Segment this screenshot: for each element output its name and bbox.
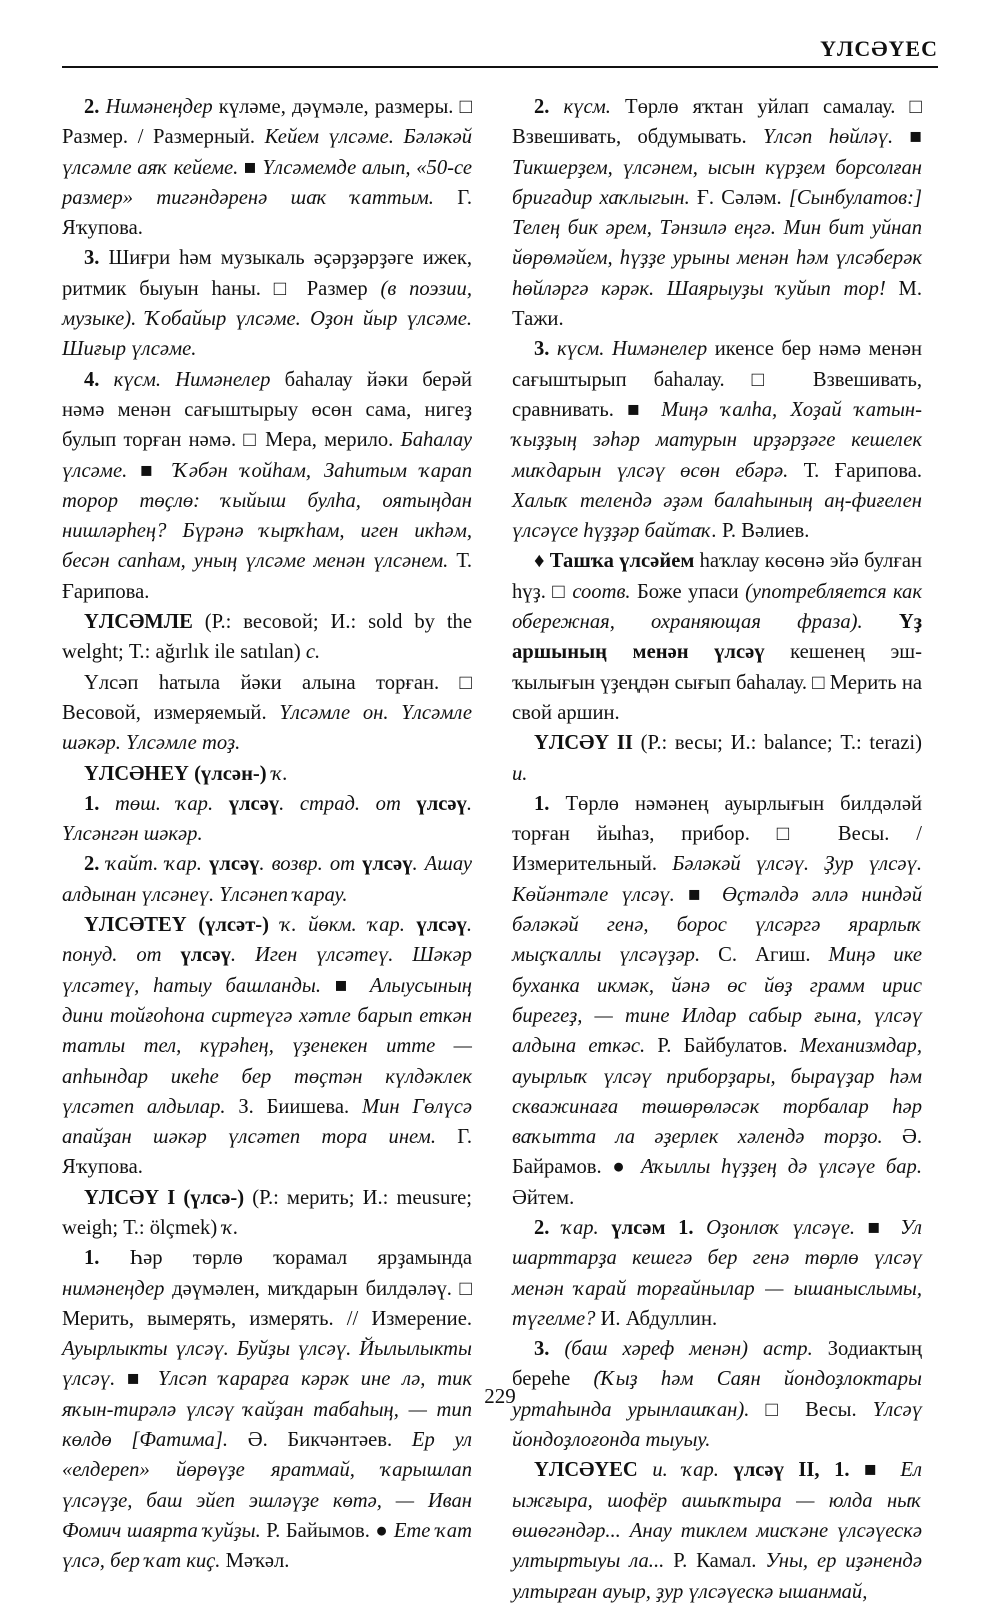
entry-text: баһалау йәки берәй нәмә менән сағыштырыу өсөн сама, нигеҙ булып торған нәмә. □ Мера, мерило. <box>62 368 472 452</box>
entry-text: ҮЛСӘМЛЕ <box>84 611 193 634</box>
left-column <box>62 92 472 1577</box>
entry-text: дәүмәлен, миҡдарын билдәләү. □ Мерить, вымерять, измерять. // Измерение. <box>62 1277 472 1330</box>
entry-paragraph <box>512 789 922 1213</box>
entry-text: . страд. от <box>279 792 417 815</box>
entry-text <box>638 1459 653 1481</box>
entry-text: 2. <box>84 96 106 118</box>
entry-text: ҮЛСӘҮ II <box>534 732 633 755</box>
entry-text: Алыусының дини тойғоһона сиртеүгә хәтле барып еткән татлы тел, күрәһең, үҙенекен итте — апһындар икеһе бер төҫтән күлдәклек үлсәтеп алдылар. <box>62 974 472 1118</box>
entry-text: 2. <box>534 96 564 118</box>
entry-text: . понуд. от <box>62 914 472 967</box>
entry-text: Оҙонлоҡ үлсәүе. <box>693 1216 868 1239</box>
entry-text: Ел ыжғыра, шофёр ашыҡтыра — юлда ныҡ өшөгәндәр... Анау тиклем мисҡәне үлсәүескә ултыртыуы ла... <box>512 1459 922 1573</box>
entry-paragraph <box>62 607 472 668</box>
entry-paragraph <box>512 334 922 546</box>
entry-text: Үлсәү йондоҙлоғонда тыуыу. <box>512 1398 922 1452</box>
entry-text: үлсәү <box>416 792 467 815</box>
entry-text: М. Тажи. <box>512 277 922 331</box>
entry-paragraph <box>512 1455 922 1606</box>
entry-text: Үлсәп һөйләү. <box>763 126 910 149</box>
entry-text: үлсәү <box>208 853 260 876</box>
entry-text: . Ашау алдынан үлсәнеү. Үлсәнеп ҡарау. <box>62 853 473 906</box>
entry-text: Тикшерҙем, үлсәнем, ысын күрҙем борсолған бригадир хаҡлыгын. <box>512 156 922 209</box>
entry-text: үлсәү <box>180 944 231 967</box>
entry-text: икенсе бер нәмә менән сағыштырып баһалау. □ Взвешивать, сравнивать. ■ <box>512 338 922 421</box>
entry-paragraph <box>62 849 472 910</box>
entry-text: Р. Байбулатов. <box>645 1035 800 1058</box>
entry-text: ҡ. <box>271 762 288 785</box>
entry-text: Ә. Байрамов. ● <box>512 1126 922 1179</box>
entry-paragraph <box>62 789 472 850</box>
entry-paragraph <box>62 243 472 364</box>
entry-text: С. Агиш. <box>700 944 829 967</box>
entry-text: З. Биишева. <box>225 1095 362 1118</box>
entry-text: ҡ. <box>222 1216 239 1239</box>
entry-text: Халыҡ телендә әҙәм балаһының аң-фиғелен үлсәүсе һүҙҙәр байтаҡ. <box>512 489 922 543</box>
entry-text: Зодиактың береһе <box>512 1338 922 1391</box>
entry-text: Ул шарттарҙа кешегә бер генә төрлө үлсәү менән ҡарай торғайнылар — ышаныслымы, түгелме? <box>512 1216 922 1330</box>
entry-text: Үлсәп ҡарарға кәрәк ине лә, тик яҡын-тирәлә үлсәү ҡайҙан табаһың, — тип көлдө [Фатима]. <box>62 1368 473 1452</box>
entry-paragraph <box>512 1213 922 1334</box>
entry-text: Миңә ике буханка икмәк, йәнә өс йөҙ грамм ирис бирегеҙ, — тине Илдар сабыр ғына, үлсәү алдына еткәс. <box>512 944 922 1058</box>
entry-text: Г. Яҡупова. <box>62 1126 472 1179</box>
entry-text: ҮЛСӘНЕҮ (үлсән-) <box>84 762 267 785</box>
entry-text: 3. <box>534 338 558 361</box>
entry-text: 2. <box>534 1216 563 1239</box>
entry-text: ■ <box>127 1368 158 1391</box>
entry-text: Ҡәбән ҡойһам, Заһитым ҡарап торор төҫлө: ҡыйыш булһа, оятыңдан нишләрһең? Бүрәнә ҡырҡһам, иген икһәм, бесән сапһам, уның үлсәме менән үлсәнем. <box>62 459 472 573</box>
entry-text: (Р.: мерить; И.: meusure; weigh; Т.: ölçmek) <box>62 1186 472 1239</box>
entry-text: Өҫтәлдә әллә ниндәй бәләкәй генә, борос үлсәргә ярарлыҡ мыҫҡаллы үлсәүҙәр. <box>512 883 922 967</box>
entry-text: төш. ҡар. <box>115 792 229 815</box>
entry-text: Һәр төрлө ҡорамал ярҙамында <box>129 1247 473 1270</box>
entry-text: ■ <box>867 1216 901 1239</box>
entry-text: Ер ул «елдереп» йөрөүҙе яратмай, ҡарышлап үлсәүҙе, баш эйеп эшләүҙе көтә, — Иван Фомич шаярта ҡуйҙы. <box>62 1429 473 1542</box>
entry-text: Төрлө нәмәнең ауырлығын билдәләй торған йыһаз, прибор. □ Весы. / Измерительный. <box>512 792 922 876</box>
entry-text: ҡар. <box>562 1216 612 1239</box>
entry-paragraph <box>512 92 922 334</box>
entry-text: (употребляется как обережная, охраняющая фраза). <box>512 580 922 634</box>
entry-text: кешенең эш-ҡылығын үҙеңдән сығып баһалау. □ Мерить на свой аршин. <box>512 641 922 724</box>
running-head: ҮЛСӘҮЕС <box>820 36 938 61</box>
entry-text: и. ҡар. <box>652 1459 734 1482</box>
entry-text: и. <box>512 762 528 785</box>
entry-text: 3. <box>534 1338 565 1361</box>
entry-paragraph <box>62 92 472 243</box>
entry-text: үлсәү <box>228 792 280 815</box>
entry-text: үлсәм 1. <box>611 1216 694 1239</box>
entry-paragraph <box>62 759 472 789</box>
entry-text: Әйтем. <box>512 1186 575 1209</box>
page-header <box>62 28 938 68</box>
entry-text: күләме, дәүмәле, размеры. □ Размер. / Размерный. <box>62 96 473 149</box>
entry-text: ■ <box>688 883 723 906</box>
entry-text: ҮЛСӘҮЕС <box>534 1459 638 1482</box>
entry-text: 1. <box>534 792 566 815</box>
entry-text <box>269 914 281 936</box>
entry-text: . Иген үлсәтеү. Шәкәр үлсәтеү, һатыу башланды. <box>62 944 472 997</box>
entry-text: Мин Гөлүсә апайҙан шәкәр үлсәтеп тора инем. <box>62 1095 472 1149</box>
entry-text: ■ <box>334 974 370 997</box>
entry-text: . Үлсәнгән шәкәр. <box>62 792 473 846</box>
entry-text: (в поэзии, музыке). Ҡобайыр үлсәме. Оҙон йыр үлсәме. Шиғыр үлсәме. <box>62 277 473 361</box>
entry-text: с. <box>305 641 321 664</box>
entry-text: ■ <box>140 459 174 482</box>
entry-text: Аҡыллы һүҙҙең дә үлсәүе бар. <box>641 1156 922 1179</box>
entry-text: Шиғри һәм музыкаль әҫәрҙәрҙәге ижек, ритмик быуын һаны. □ Размер <box>62 247 473 300</box>
entry-text: Т. Ғарипова. <box>788 459 922 482</box>
entry-paragraph <box>512 728 922 789</box>
entry-text: ҮЛСӘТЕҮ (үлсәт-) <box>84 914 270 937</box>
entry-text: ■ <box>849 1459 901 1482</box>
entry-text: Р. Байымов. ● <box>260 1519 394 1542</box>
entry-text: үлсәү <box>416 914 467 937</box>
entry-text: 2. <box>84 853 107 876</box>
entry-text: (Ҡыҙ һәм Саян йондоҙлоктары уртаһында урынлашҡан). <box>512 1368 922 1421</box>
entry-paragraph <box>62 910 472 1183</box>
entry-text: соотв. <box>572 580 631 603</box>
entry-text: Ташҡа үлсәйем <box>549 550 695 573</box>
entry-text: Миңә ҡалһа, Хоҙай ҡатын-ҡыҙҙың зәһәр матурын ирҙәрҙәге кешелек миҡдарын үлсәү өсөн ебәрә. <box>512 398 922 482</box>
entry-text: Бәләкәй үлсәү. Ҙур үлсәү. Көйәнтәле үлсәү. <box>512 853 922 906</box>
entry-text: күсм. Нимәнелер <box>113 368 271 391</box>
entry-text: Ете ҡат үлсә, бер ҡат киҫ. <box>62 1519 472 1573</box>
entry-text: (баш хәреф менән) астр. <box>564 1338 813 1361</box>
entry-text: үлсәү II, 1. <box>733 1459 850 1482</box>
entry-text: ҮЛСӘҮ I (үлсә-) <box>84 1186 245 1209</box>
entry-text: Боже упаси <box>630 580 746 603</box>
entry-text: 4. <box>84 368 114 391</box>
right-column <box>512 92 922 1607</box>
entry-text: И. Абдуллин. <box>595 1307 718 1330</box>
entry-text: Т. Ғарипова. <box>62 550 472 603</box>
entry-text: Үлсәп һатыла йәки алына торған. □ Весовой, измеряемый. <box>62 671 472 724</box>
entry-text: Кейем үлсәме. Бәләкәй үлсәмле аяҡ кейеме. <box>62 126 473 179</box>
entry-text: күсм. Нимәнелер <box>557 338 708 361</box>
entry-text: Үҙ аршының менән үлсәү <box>512 611 922 664</box>
entry-text: ҡайт. ҡар. <box>106 853 209 876</box>
entry-paragraph <box>62 1243 472 1576</box>
entry-text: (Р.: весовой; И.: sold by the welght; Т.: ağırlık ile satılan) <box>62 611 472 664</box>
entry-paragraph <box>512 546 922 728</box>
entry-text: . возвр. от <box>259 853 363 876</box>
entry-text: □ Весы. <box>749 1398 873 1421</box>
entry-text: 1. <box>84 792 116 815</box>
entry-text: Уны, ер иҙәнендә ултырған ауыр, ҙур үлсәүескә ышанмай, <box>512 1550 922 1603</box>
entry-text: Төрлө яҡтан уйлап самалау. □ Взвешивать, обдумывать. <box>512 96 922 149</box>
entry-text: 1. <box>84 1247 130 1270</box>
entry-text: Р. Камал. <box>664 1550 766 1573</box>
entry-text: Р. Вәлиев. <box>716 520 810 543</box>
entry-text: ■ <box>243 156 263 179</box>
entry-text: [Сынбулатов:] Телең бик әрем, Тәнзилә еңгә. Мин бит уйнап йөрөмәйем, һүҙҙе урыны менән һәм үлсәберәк һөйләргә кәрәк. Шаярыуҙы ҡуйып тор! <box>512 186 922 300</box>
entry-paragraph <box>62 668 472 759</box>
entry-text: үлсәү <box>362 853 413 876</box>
entry-text <box>863 611 899 633</box>
entry-text: нимәнеңдер <box>62 1277 165 1300</box>
entry-text: 3. <box>84 247 109 270</box>
entry-paragraph <box>62 365 472 607</box>
entry-text: Үлсәмемде алып, «50-се размер» тигәндәренә шаҡ ҡаттым. <box>62 156 472 209</box>
entry-text: (Р.: весы; И.: balance; Т.: terazi) <box>632 732 922 755</box>
entry-text: Нимәнеңдер <box>105 96 213 118</box>
entry-text: Баһалау үлсәме. <box>62 429 472 482</box>
entry-text: Ауырлыкты үлсәү. Буйҙы үлсәү. Йылылыкты үлсәү. <box>62 1338 472 1391</box>
entry-text: күсм. <box>563 96 611 118</box>
entry-text: ■ <box>909 126 922 149</box>
entry-text: Ғ. Сәләм. <box>689 186 789 209</box>
entry-text: ҡ. йөкм. ҡар. <box>280 914 417 937</box>
page-number: 229 <box>484 1384 516 1408</box>
entry-text: Мәҡәл. <box>220 1550 290 1573</box>
entry-paragraph <box>62 1183 472 1244</box>
entry-text: Механизмдар, ауырлыҡ үлсәү приборҙары, быраүҙар һәм скважинаға төшөрөләсәк торбалар һәр ваҡытта ла әҙерлек хәлендә торҙо. <box>512 1035 922 1149</box>
entry-text: Г. Яҡупова. <box>62 186 472 240</box>
entry-text: ♦ <box>534 550 550 573</box>
entry-text: Ә. Бикчәнтәев. <box>227 1429 412 1452</box>
entry-text: Үлсәмле он. Үлсәмле шәкәр. Үлсәмле тоҙ. <box>62 701 472 755</box>
entry-text: һаҡлау көсөнә эйә булған һүҙ. □ <box>512 550 922 603</box>
